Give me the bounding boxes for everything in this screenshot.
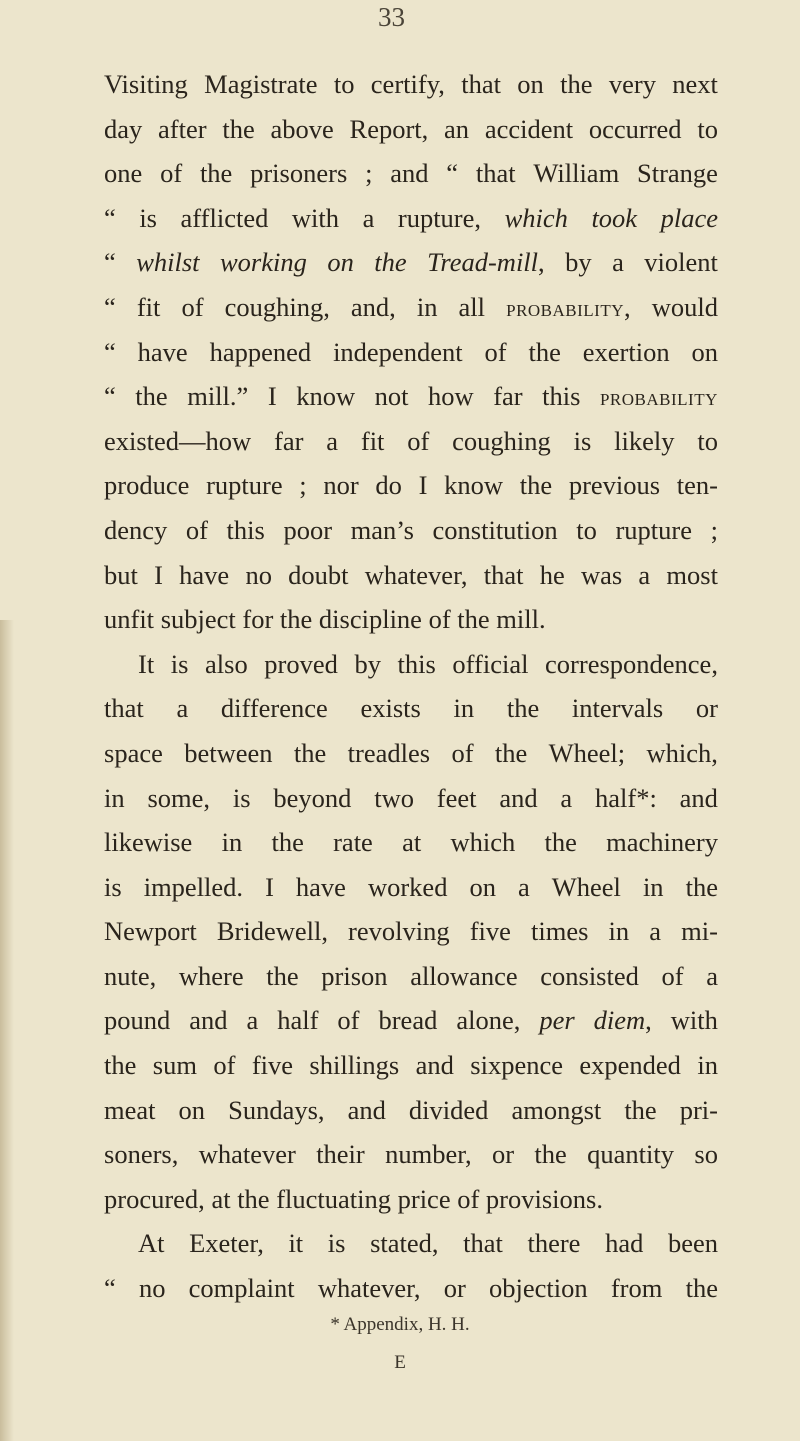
word: the (544, 827, 577, 858)
word: rate (333, 827, 373, 858)
word: no (245, 559, 272, 590)
word: where (178, 960, 244, 991)
word: poor (283, 514, 333, 545)
word: price (397, 1183, 451, 1214)
word: mill. (496, 604, 546, 635)
word: Report, (349, 113, 429, 144)
word: exertion (582, 336, 670, 367)
word: a (638, 559, 651, 590)
word: nor (323, 470, 359, 501)
word: with (291, 202, 340, 233)
word: produce (104, 470, 190, 501)
word: of (185, 514, 208, 545)
word: machinery (606, 827, 718, 858)
word: and (390, 158, 429, 189)
word: have (295, 871, 346, 902)
word: impelled. (143, 871, 244, 902)
word: the (279, 604, 313, 635)
word: have (137, 336, 188, 367)
word: sum (152, 1050, 197, 1081)
word: day (104, 113, 143, 144)
word: William (533, 158, 620, 189)
word: the (199, 158, 233, 189)
word: “ (104, 381, 116, 412)
word: ; (365, 158, 373, 189)
word: a (560, 782, 573, 813)
word: took (591, 202, 638, 233)
word: “ (104, 336, 116, 367)
word: the (624, 1094, 657, 1125)
word: procured, (104, 1183, 205, 1214)
word: worked (367, 871, 448, 902)
text-line (104, 909, 718, 954)
word: very (608, 69, 656, 99)
text-line (104, 1221, 718, 1266)
word: to (697, 113, 718, 144)
word: there (527, 1228, 581, 1259)
word: this (226, 514, 265, 545)
word: coughing (452, 425, 551, 456)
word: “ (104, 1273, 116, 1304)
word: the (293, 737, 327, 768)
word: bread (378, 1005, 438, 1036)
word: two (374, 782, 414, 813)
word: by (354, 648, 381, 679)
word: Visiting (104, 69, 188, 99)
word: and, (350, 291, 396, 322)
word: next (672, 69, 718, 99)
word: in (608, 916, 630, 947)
word: unfit (104, 604, 155, 635)
word: or (695, 693, 718, 724)
word: know (444, 470, 504, 501)
word: the (222, 113, 255, 144)
word: and (415, 1050, 454, 1081)
word: a (326, 425, 339, 456)
text-line (104, 1266, 718, 1311)
word: is (139, 202, 157, 233)
text-line (104, 330, 718, 375)
word: the (237, 1183, 270, 1214)
footnote: * Appendix, H. H. (330, 1314, 470, 1335)
word: existed—how (104, 425, 252, 456)
word: soners, (104, 1139, 179, 1170)
word: stated, (370, 1228, 439, 1259)
text-line (104, 1088, 718, 1133)
word: I (418, 470, 428, 501)
word: of (484, 336, 507, 367)
text-line (104, 642, 718, 687)
word: for (242, 604, 274, 635)
word: man’s (350, 514, 414, 545)
word: an (444, 113, 470, 144)
word: ; (710, 514, 718, 545)
word: Tread-mill, (427, 247, 545, 278)
word: ; (299, 470, 307, 501)
word: working (220, 247, 307, 278)
word: fit (136, 291, 161, 322)
text-line (104, 285, 718, 330)
text-line (104, 553, 718, 598)
word: Wheel (551, 871, 621, 902)
word: “ (446, 158, 459, 189)
word: a (517, 871, 530, 902)
word: above (270, 113, 334, 144)
word: of (407, 425, 430, 456)
word: most (666, 559, 718, 590)
word: a (612, 247, 624, 278)
word: and (499, 782, 538, 813)
word: Magistrate (204, 69, 318, 99)
word: in (697, 1050, 718, 1081)
word: discipline (318, 604, 422, 635)
word: alone, (456, 1005, 521, 1036)
word: a (649, 916, 661, 947)
word: expended (579, 1050, 681, 1081)
word: from (610, 1273, 663, 1304)
word: times (531, 916, 589, 947)
word: probability, (506, 291, 631, 322)
word: the (266, 960, 299, 991)
text-line (104, 62, 718, 107)
text-line (104, 1043, 718, 1088)
word: one (104, 158, 143, 189)
word: all (458, 291, 486, 322)
word: mi- (681, 916, 718, 947)
word: divided (408, 1094, 489, 1125)
body-text (104, 62, 718, 1311)
word: far (493, 381, 523, 412)
text-line (104, 865, 718, 910)
word: is (232, 782, 251, 813)
word: in (453, 693, 475, 724)
word: It (138, 648, 155, 679)
word: is (104, 871, 122, 902)
word: mill.” (187, 381, 249, 412)
word: of (457, 1183, 480, 1214)
word: in (221, 827, 243, 858)
word: is (170, 648, 189, 679)
word: the (685, 1273, 718, 1304)
word: sixpence (470, 1050, 563, 1081)
word: Exeter, (189, 1228, 264, 1259)
word: to (576, 514, 597, 545)
word: the (104, 1050, 137, 1081)
word: but (104, 559, 138, 590)
word: “ (104, 202, 116, 233)
word: which (450, 827, 516, 858)
word: on (327, 247, 354, 278)
word: he (539, 559, 565, 590)
signature-mark: E (394, 1352, 406, 1373)
word: I (154, 559, 163, 590)
word: independent (333, 336, 463, 367)
text-line (104, 597, 718, 642)
word: the (135, 381, 168, 412)
word: of (451, 737, 474, 768)
word: in (416, 291, 438, 322)
word: the (271, 827, 304, 858)
word: likely (614, 425, 675, 456)
word: do (375, 470, 402, 501)
word: this (397, 648, 436, 679)
word: to (697, 425, 718, 456)
word: per (539, 1005, 575, 1036)
word: nute, (104, 960, 157, 991)
text-line (104, 419, 718, 464)
word: space (104, 737, 163, 768)
word: of (661, 960, 684, 991)
word: allowance (410, 960, 518, 991)
word: quantity (587, 1139, 675, 1170)
word: whilst (136, 247, 200, 278)
word: amongst (511, 1094, 602, 1125)
word: on (517, 69, 544, 99)
word: at (211, 1183, 231, 1214)
word: dency (104, 514, 168, 545)
word: the (519, 470, 553, 501)
word: rupture (615, 514, 692, 545)
word: constitution (432, 514, 558, 545)
word: complaint (188, 1273, 295, 1304)
word: five (469, 916, 511, 947)
word: Strange (636, 158, 718, 189)
word: accident (484, 113, 574, 144)
word: likewise (104, 827, 193, 858)
word: a (362, 202, 375, 233)
word: consisted (540, 960, 639, 991)
word: rupture (206, 470, 283, 501)
word: the (374, 247, 407, 278)
text-line (104, 776, 718, 821)
word: on (691, 336, 718, 367)
word: that (461, 69, 501, 99)
word: not (374, 381, 409, 412)
word: which (504, 202, 568, 233)
text-line (104, 240, 718, 285)
word: of (160, 158, 183, 189)
word: Wheel; (548, 737, 626, 768)
word: is (327, 1228, 346, 1259)
text-line (104, 820, 718, 865)
word: half (277, 1005, 319, 1036)
word: prison (321, 960, 388, 991)
word: whatever (198, 1139, 296, 1170)
word: diem, (593, 1005, 652, 1036)
word: beyond (273, 782, 352, 813)
word: this (542, 381, 581, 412)
word: a (246, 1005, 259, 1036)
word: occurred (588, 113, 682, 144)
word: know (296, 381, 356, 412)
word: prisoners (250, 158, 348, 189)
word: revolving (348, 916, 450, 947)
word: also (205, 648, 248, 679)
word: by (565, 247, 592, 278)
word: I (265, 871, 274, 902)
word: of (428, 604, 451, 635)
word: a (176, 693, 189, 724)
word: and (347, 1094, 386, 1125)
word: feet (436, 782, 477, 813)
word: subject (160, 604, 236, 635)
word: certify, (370, 69, 445, 99)
word: coughing, (224, 291, 330, 322)
word: a (706, 960, 718, 991)
word: probability (599, 384, 718, 412)
word: the (528, 336, 561, 367)
word: no (138, 1273, 166, 1304)
word: objection (489, 1273, 588, 1304)
word: it (288, 1228, 304, 1259)
word: violent (644, 247, 718, 278)
word: happened (209, 336, 312, 367)
word: of (213, 1050, 236, 1081)
word: whatever, (317, 1273, 421, 1304)
word: Newport (104, 916, 197, 947)
word: on (469, 871, 496, 902)
text-line (104, 1177, 718, 1222)
word: meat (104, 1094, 156, 1125)
text-line (104, 954, 718, 999)
word: shillings (309, 1050, 400, 1081)
word: whatever, (364, 559, 468, 590)
word: so (694, 1139, 718, 1170)
word: the (506, 693, 540, 724)
text-line (104, 107, 718, 152)
word: correspondence, (545, 648, 718, 679)
word: provisions. (485, 1183, 603, 1214)
word: their (316, 1139, 365, 1170)
word: intervals (571, 693, 664, 724)
word: afflicted (180, 202, 269, 233)
word: I (267, 381, 277, 412)
word: pound (104, 1005, 171, 1036)
word: that (463, 1228, 503, 1259)
word: previous (568, 470, 661, 501)
word: place (660, 202, 718, 233)
word: treadles (347, 737, 431, 768)
word: or (443, 1273, 466, 1304)
word: or (491, 1139, 515, 1170)
word: the (560, 69, 593, 99)
word: that (475, 158, 516, 189)
word: “ (104, 291, 116, 322)
word: to (333, 69, 355, 99)
text-line (104, 686, 718, 731)
word: doubt (288, 559, 349, 590)
word: the (494, 737, 528, 768)
word: between (184, 737, 273, 768)
word: in (642, 871, 664, 902)
word: At (138, 1228, 165, 1259)
word: the (685, 871, 718, 902)
word: on (178, 1094, 206, 1125)
word: fluctuating (276, 1183, 391, 1214)
text-line (104, 463, 718, 508)
word: official (452, 648, 529, 679)
word: was (580, 559, 623, 590)
text-line (104, 1132, 718, 1177)
word: rupture, (397, 202, 482, 233)
word: Bridewell, (216, 916, 328, 947)
word: in (104, 782, 125, 813)
word: with (670, 1005, 718, 1036)
word: pri- (679, 1094, 718, 1125)
word: five (251, 1050, 294, 1081)
word: that (104, 693, 144, 724)
word: and (679, 782, 718, 813)
word: and (189, 1005, 228, 1036)
word: had (605, 1228, 644, 1259)
word: of (337, 1005, 360, 1036)
word: “ (104, 247, 116, 278)
word: at (402, 827, 422, 858)
word: after (158, 113, 207, 144)
word: exists (360, 693, 421, 724)
text-line (104, 374, 718, 419)
word: of (181, 291, 204, 322)
word: have (179, 559, 230, 590)
text-line (104, 151, 718, 196)
word: fit (360, 425, 385, 456)
word: been (667, 1228, 718, 1259)
word: Sundays, (228, 1094, 325, 1125)
word: how (428, 381, 474, 412)
page-number: 33 (378, 2, 405, 32)
word: half*: (595, 782, 657, 813)
word: far (274, 425, 304, 456)
text-line (104, 196, 718, 241)
word: some, (147, 782, 211, 813)
word: which, (646, 737, 718, 768)
word: the (457, 604, 490, 635)
text-line (104, 998, 718, 1043)
text-line (104, 508, 718, 553)
word: that (483, 559, 524, 590)
text-line (104, 731, 718, 776)
word: difference (220, 693, 328, 724)
word: the (534, 1139, 567, 1170)
word: proved (264, 648, 338, 679)
word: is (573, 425, 592, 456)
word: number, (385, 1139, 472, 1170)
word: ten- (676, 470, 718, 501)
word: would (651, 291, 718, 322)
